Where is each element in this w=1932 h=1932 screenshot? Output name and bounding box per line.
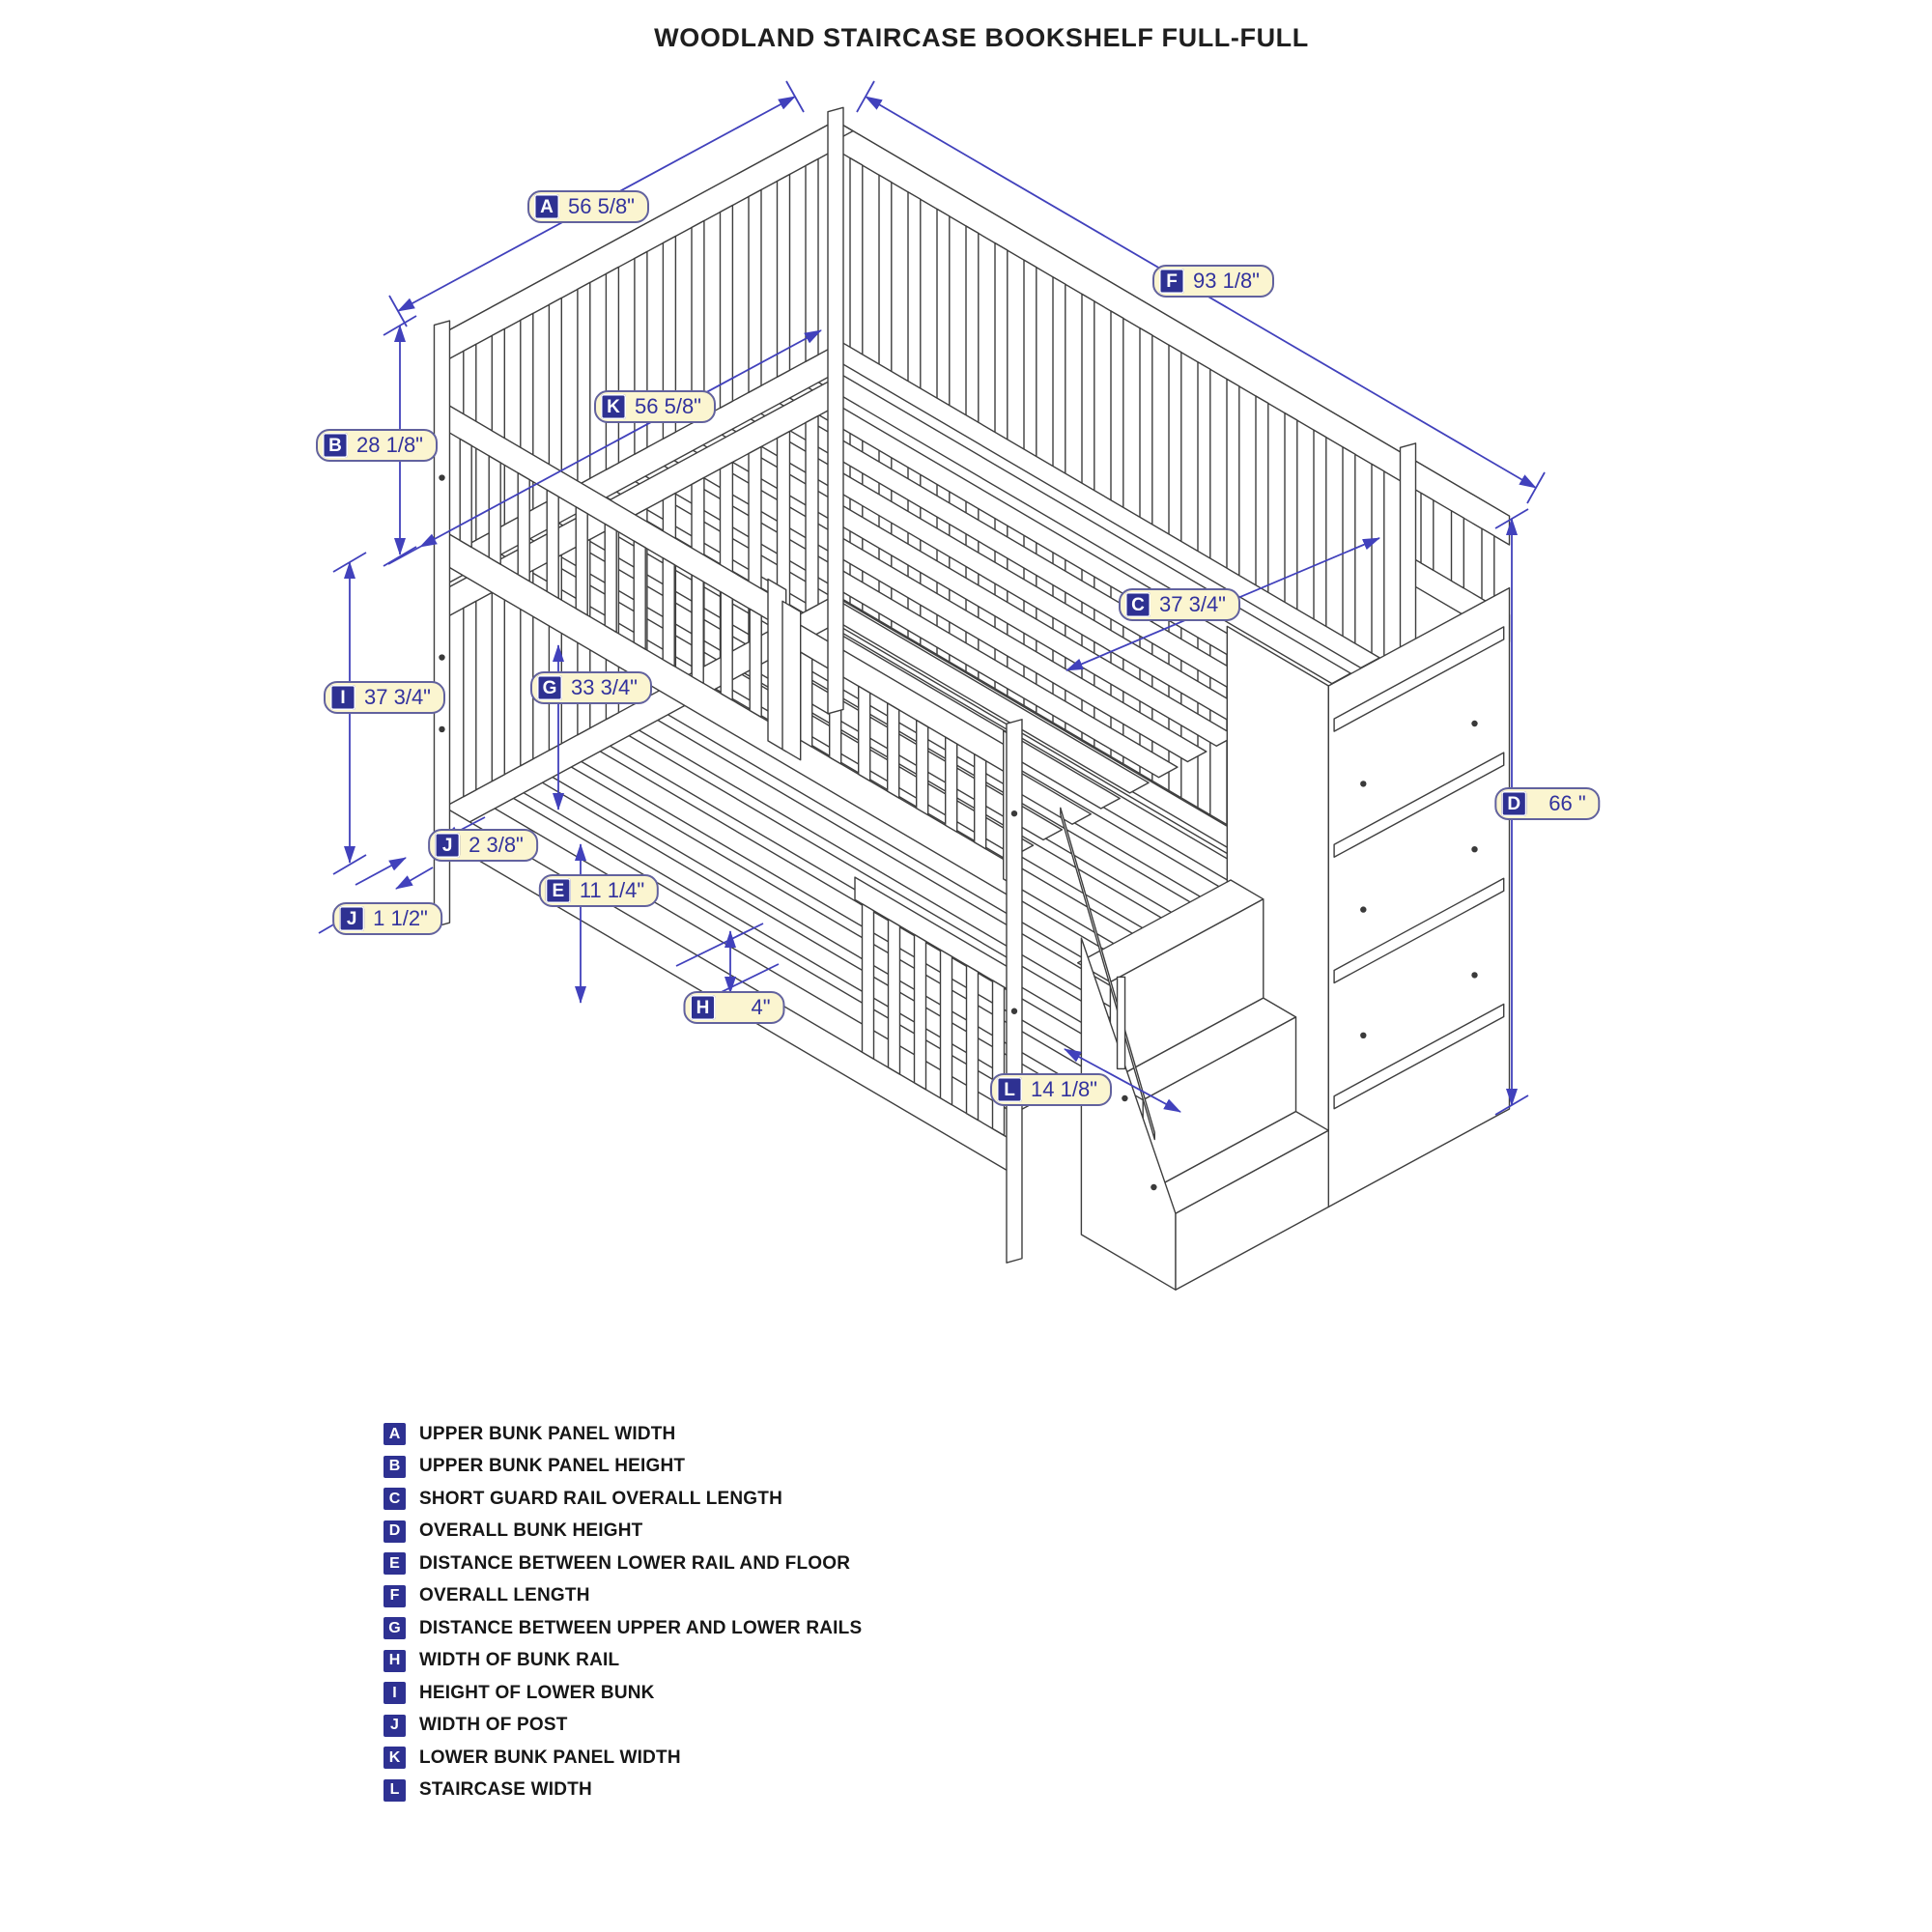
legend-label: LOWER BUNK PANEL WIDTH	[419, 1747, 681, 1768]
dim-value: 2 3/8"	[469, 833, 524, 857]
legend-badge: B	[384, 1456, 406, 1478]
dim-callout-l	[990, 1073, 1112, 1106]
dim-value: 33 3/4"	[571, 675, 638, 699]
legend-row-e	[384, 1548, 862, 1580]
legend-badge: A	[384, 1423, 406, 1445]
dim-letter-badge: K	[601, 394, 626, 419]
dim-callout-e	[539, 874, 659, 907]
legend-row-g	[384, 1612, 862, 1645]
legend-row-a	[384, 1418, 862, 1451]
legend-label: WIDTH OF POST	[419, 1715, 568, 1736]
dim-callout-d	[1494, 787, 1600, 820]
dim-letter-badge: B	[323, 433, 348, 458]
dim-callout-j-post	[428, 829, 538, 862]
dim-letter-badge: I	[330, 685, 355, 710]
dim-letter-badge: D	[1501, 791, 1526, 816]
dim-value: 11 1/4"	[579, 878, 645, 902]
dim-letter-badge: J	[339, 906, 364, 931]
dim-letter-badge: H	[690, 995, 715, 1020]
legend-badge: G	[384, 1617, 406, 1639]
dim-value: 37 3/4"	[364, 685, 431, 709]
dim-value: 56 5/8"	[635, 394, 701, 418]
legend-badge: L	[384, 1779, 406, 1802]
dim-value: 93 1/8"	[1193, 269, 1260, 293]
legend-row-j	[384, 1710, 862, 1743]
dim-value: 56 5/8"	[568, 194, 635, 218]
dim-callout-k	[594, 390, 716, 423]
dim-value: 1 1/2"	[373, 906, 428, 930]
dim-letter-badge: L	[997, 1077, 1022, 1102]
legend-label: DISTANCE BETWEEN LOWER RAIL AND FLOOR	[419, 1552, 851, 1574]
legend-label: OVERALL BUNK HEIGHT	[419, 1520, 643, 1542]
legend-row-i	[384, 1677, 862, 1710]
legend-row-h	[384, 1645, 862, 1678]
legend-label: WIDTH OF BUNK RAIL	[419, 1650, 620, 1671]
dim-value: 4"	[751, 995, 771, 1019]
legend-badge: I	[384, 1682, 406, 1704]
legend-badge: D	[384, 1520, 406, 1543]
legend	[384, 1418, 862, 1806]
legend-label: HEIGHT OF LOWER BUNK	[419, 1682, 655, 1703]
legend-row-b	[384, 1451, 862, 1484]
legend-row-d	[384, 1516, 862, 1548]
legend-row-l	[384, 1775, 862, 1807]
dim-callout-c	[1119, 588, 1240, 621]
legend-badge: H	[384, 1650, 406, 1672]
dim-letter-badge: A	[534, 194, 559, 219]
legend-badge: F	[384, 1585, 406, 1607]
dim-callout-a	[527, 190, 649, 223]
dim-value: 66 "	[1548, 791, 1586, 815]
legend-label: UPPER BUNK PANEL HEIGHT	[419, 1456, 686, 1477]
dim-letter-badge: G	[537, 675, 562, 700]
legend-label: OVERALL LENGTH	[419, 1585, 590, 1606]
dim-value: 28 1/8"	[356, 433, 423, 457]
dim-letter-badge: F	[1159, 269, 1184, 294]
dim-value: 14 1/8"	[1031, 1077, 1097, 1101]
page-title: WOODLAND STAIRCASE BOOKSHELF FULL-FULL	[654, 23, 1309, 52]
dim-callout-i	[324, 681, 445, 714]
legend-row-f	[384, 1580, 862, 1613]
dim-callout-g	[530, 671, 652, 704]
legend-row-k	[384, 1742, 862, 1775]
dim-letter-badge: E	[546, 878, 571, 903]
legend-badge: E	[384, 1552, 406, 1575]
dim-callout-b	[316, 429, 438, 462]
legend-label: DISTANCE BETWEEN UPPER AND LOWER RAILS	[419, 1617, 863, 1638]
dim-letter-badge: J	[435, 833, 460, 858]
legend-badge: J	[384, 1715, 406, 1737]
dim-value: 37 3/4"	[1159, 592, 1226, 616]
legend-badge: C	[384, 1488, 406, 1510]
legend-label: SHORT GUARD RAIL OVERALL LENGTH	[419, 1488, 783, 1509]
legend-label: UPPER BUNK PANEL WIDTH	[419, 1423, 676, 1444]
dim-callout-h	[683, 991, 784, 1024]
dim-callout-f	[1152, 265, 1274, 298]
legend-row-c	[384, 1483, 862, 1516]
dim-callout-j-side	[332, 902, 442, 935]
legend-label: STAIRCASE WIDTH	[419, 1779, 592, 1801]
legend-badge: K	[384, 1747, 406, 1769]
dim-letter-badge: C	[1125, 592, 1151, 617]
